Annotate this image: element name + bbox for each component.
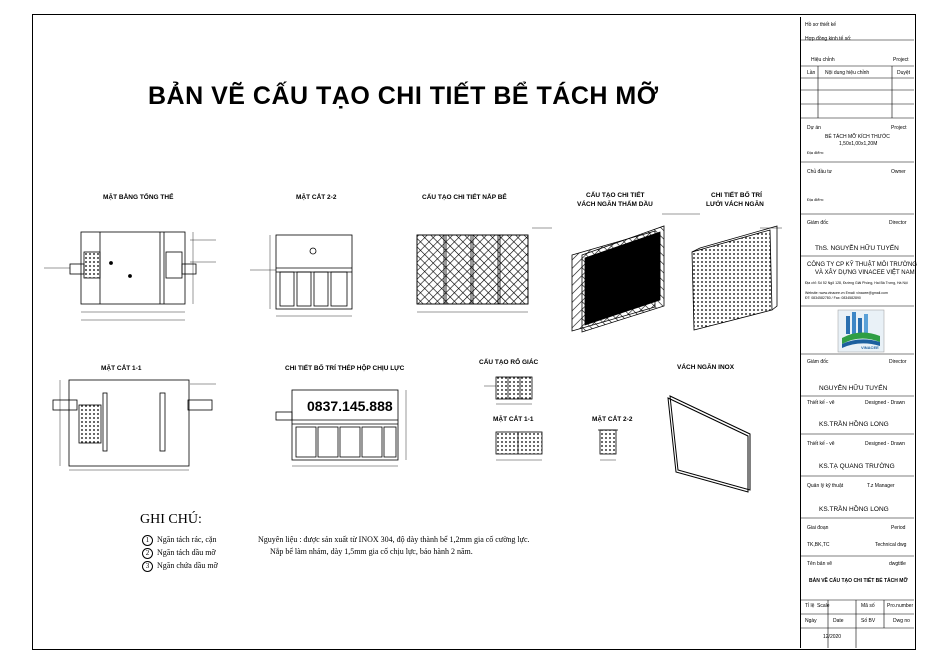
tb-project-name: BỂ TÁCH MỠ KÍCH THƯỚC [825,134,890,140]
tb-company-address: Địa chỉ: Số 52 Ngõ 128, Đường Giải Phóng, Hai Bà Trưng, Hà Nội [805,281,908,285]
label-basket-11: MẶT CẮT 1-1 [493,416,534,423]
tb-director-name: ThS. NGUYỄN HỮU TUYẾN [815,245,899,252]
tb-logo-text: VINACEE [861,345,879,350]
tb-project-en: Project [893,57,909,63]
note-item-1-text: Ngăn tách rác, cặn [157,535,217,544]
tb-project-size: 1,50x1,00x1,20M [839,141,878,147]
tb-director2-en: Director [889,359,907,365]
tb-director2-name: NGUYỄN HỮU TUYẾN [819,385,888,392]
note-item-3-text: Ngăn chứa dầu mỡ [157,561,218,570]
label-section-11: MẶT CẮT 1-1 [101,365,142,372]
tb-scale-vi: Tỉ lệ [805,603,815,609]
tb-company-phone: ĐT: 0834582780 / Fax: 0834582890 [805,296,861,300]
tb-phase-vi: Giai đoạn [807,525,829,531]
tb-company-1: CÔNG TY CP KỸ THUẬT MÔI TRƯỜNG [807,262,917,268]
tb-director-en: Director [889,220,907,226]
label-partition-detail-2: VÁCH NGĂN THẤM DẦU [577,201,653,208]
note-item-3 [142,561,218,572]
lid-drawing [417,228,552,312]
tb-phase-en: Period [891,525,906,531]
tb-profile: Hồ sơ thiết kế [805,22,837,28]
tb-owner-en: Owner [891,169,906,175]
tb-design-vi: Thiết kế - vẽ [807,400,835,406]
label-basket: CẤU TẠO RỔ GIÁC [479,359,539,366]
tb-sheet-vi: Số BV [861,618,876,624]
tb-phase-type: Technical dwg [875,542,907,548]
tb-design2-en: Designed - Drawn [865,441,906,447]
label-inox-wall: VÁCH NGĂN INOX [677,364,735,371]
tb-date-en: Date [833,618,844,624]
tb-contract: Hợp đồng kinh tế số: [805,36,852,42]
tb-date-vi: Ngày [805,618,817,624]
tb-sheet-en: Dwg no [893,618,910,624]
tb-scale-en: Scale [817,603,830,609]
tb-drawing-name-en: dwgtitle [889,561,906,567]
section-22-drawing [250,235,352,316]
tb-phase-value: TK,BK,TC [807,542,830,548]
basket-drawing [484,377,618,460]
tb-tech-en: T.z Manager [867,483,895,489]
section-11-drawing [53,380,216,470]
tb-times: Lần [807,70,816,76]
notes-heading: GHI CHÚ: [140,512,202,527]
tb-project-vi: Dự án [807,125,821,131]
note-number-1: 1 [142,535,153,546]
label-partition-detail: CẤU TẠO CHI TIẾT [586,192,645,199]
label-basket-22: MẶT CẮT 2-2 [592,416,633,423]
tb-director2-vi: Giám đốc [807,359,829,365]
tb-project-en2: Project [891,125,907,131]
label-section-22: MẶT CẮT 2-2 [296,194,337,201]
material-note-1: Nguyên liệu : được sản xuất từ INOX 304, độ dày thành bể 1,2mm gia cố cường lực. [258,535,530,544]
tb-owner-vi: Chủ đầu tư [807,169,833,175]
mesh-drawing [692,226,782,330]
tb-design-en: Designed - Drawn [865,400,906,406]
phone-number: 0837.145.888 [307,398,393,414]
label-mesh-detail-2: LƯỚI VÁCH NGĂN [706,201,764,208]
inox-wall-drawing [668,396,750,492]
label-steel-box: CHI TIẾT BỐ TRÍ THÉP HỘP CHỊU LỰC [285,365,405,372]
tb-company-2: VÀ XÂY DỰNG VINACEE VIỆT NAM [815,270,915,276]
label-top-view: MẶT BẰNG TỔNG THỂ [103,194,174,201]
note-item-1 [142,535,217,546]
tb-owner-location: Địa điểm: [807,197,824,202]
tb-design2-vi: Thiết kế - vẽ [807,441,835,447]
tb-drawing-name-vi: Tên bản vẽ [807,561,833,567]
tb-revision-content: Nội dung hiệu chỉnh [825,70,870,76]
drawing-title: BẢN VẼ CẤU TẠO CHI TIẾT BỂ TÁCH MỠ [148,82,659,110]
tb-date-value: 12/2020 [823,634,842,640]
note-item-2 [142,548,216,559]
tb-tech-name: KS.TRẦN HỒNG LONG [819,506,889,513]
tb-company-contact: Website: www.vinacee.vn Email: vinacee@gmail.com [805,291,888,295]
note-number-2: 2 [142,548,153,559]
label-lid-detail: CẤU TẠO CHI TIẾT NẮP BỂ [422,194,507,201]
tb-tech-vi: Quản lý kỹ thuật [807,483,844,489]
note-item-2-text: Ngăn tách dầu mỡ [157,548,216,557]
material-note-2: Nắp bể làm nhám, dày 1,5mm gia cố chịu lực, bảo hành 2 năm. [270,547,473,556]
tb-code-en: Pro.number [887,603,914,609]
label-mesh-detail: CHI TIẾT BỐ TRÍ [711,192,762,199]
note-number-3: 3 [142,561,153,572]
partition-drawing [572,214,700,332]
tb-design2-name: KS.TẠ QUANG TRƯỜNG [819,463,895,470]
tb-code-vi: Mã số [861,603,875,609]
title-block [800,17,915,648]
tb-revision: Hiệu chỉnh [811,57,835,63]
tb-design-name: KS.TRẦN HỒNG LONG [819,421,889,428]
top-view-drawing [44,232,216,320]
tb-approved: Duyệt [897,70,911,76]
tb-drawing-name: BẢN VẼ CẤU TẠO CHI TIẾT BỂ TÁCH MỠ [809,578,908,584]
tb-location: Địa điểm: [807,150,824,155]
tb-director-vi: Giám đốc [807,220,829,226]
